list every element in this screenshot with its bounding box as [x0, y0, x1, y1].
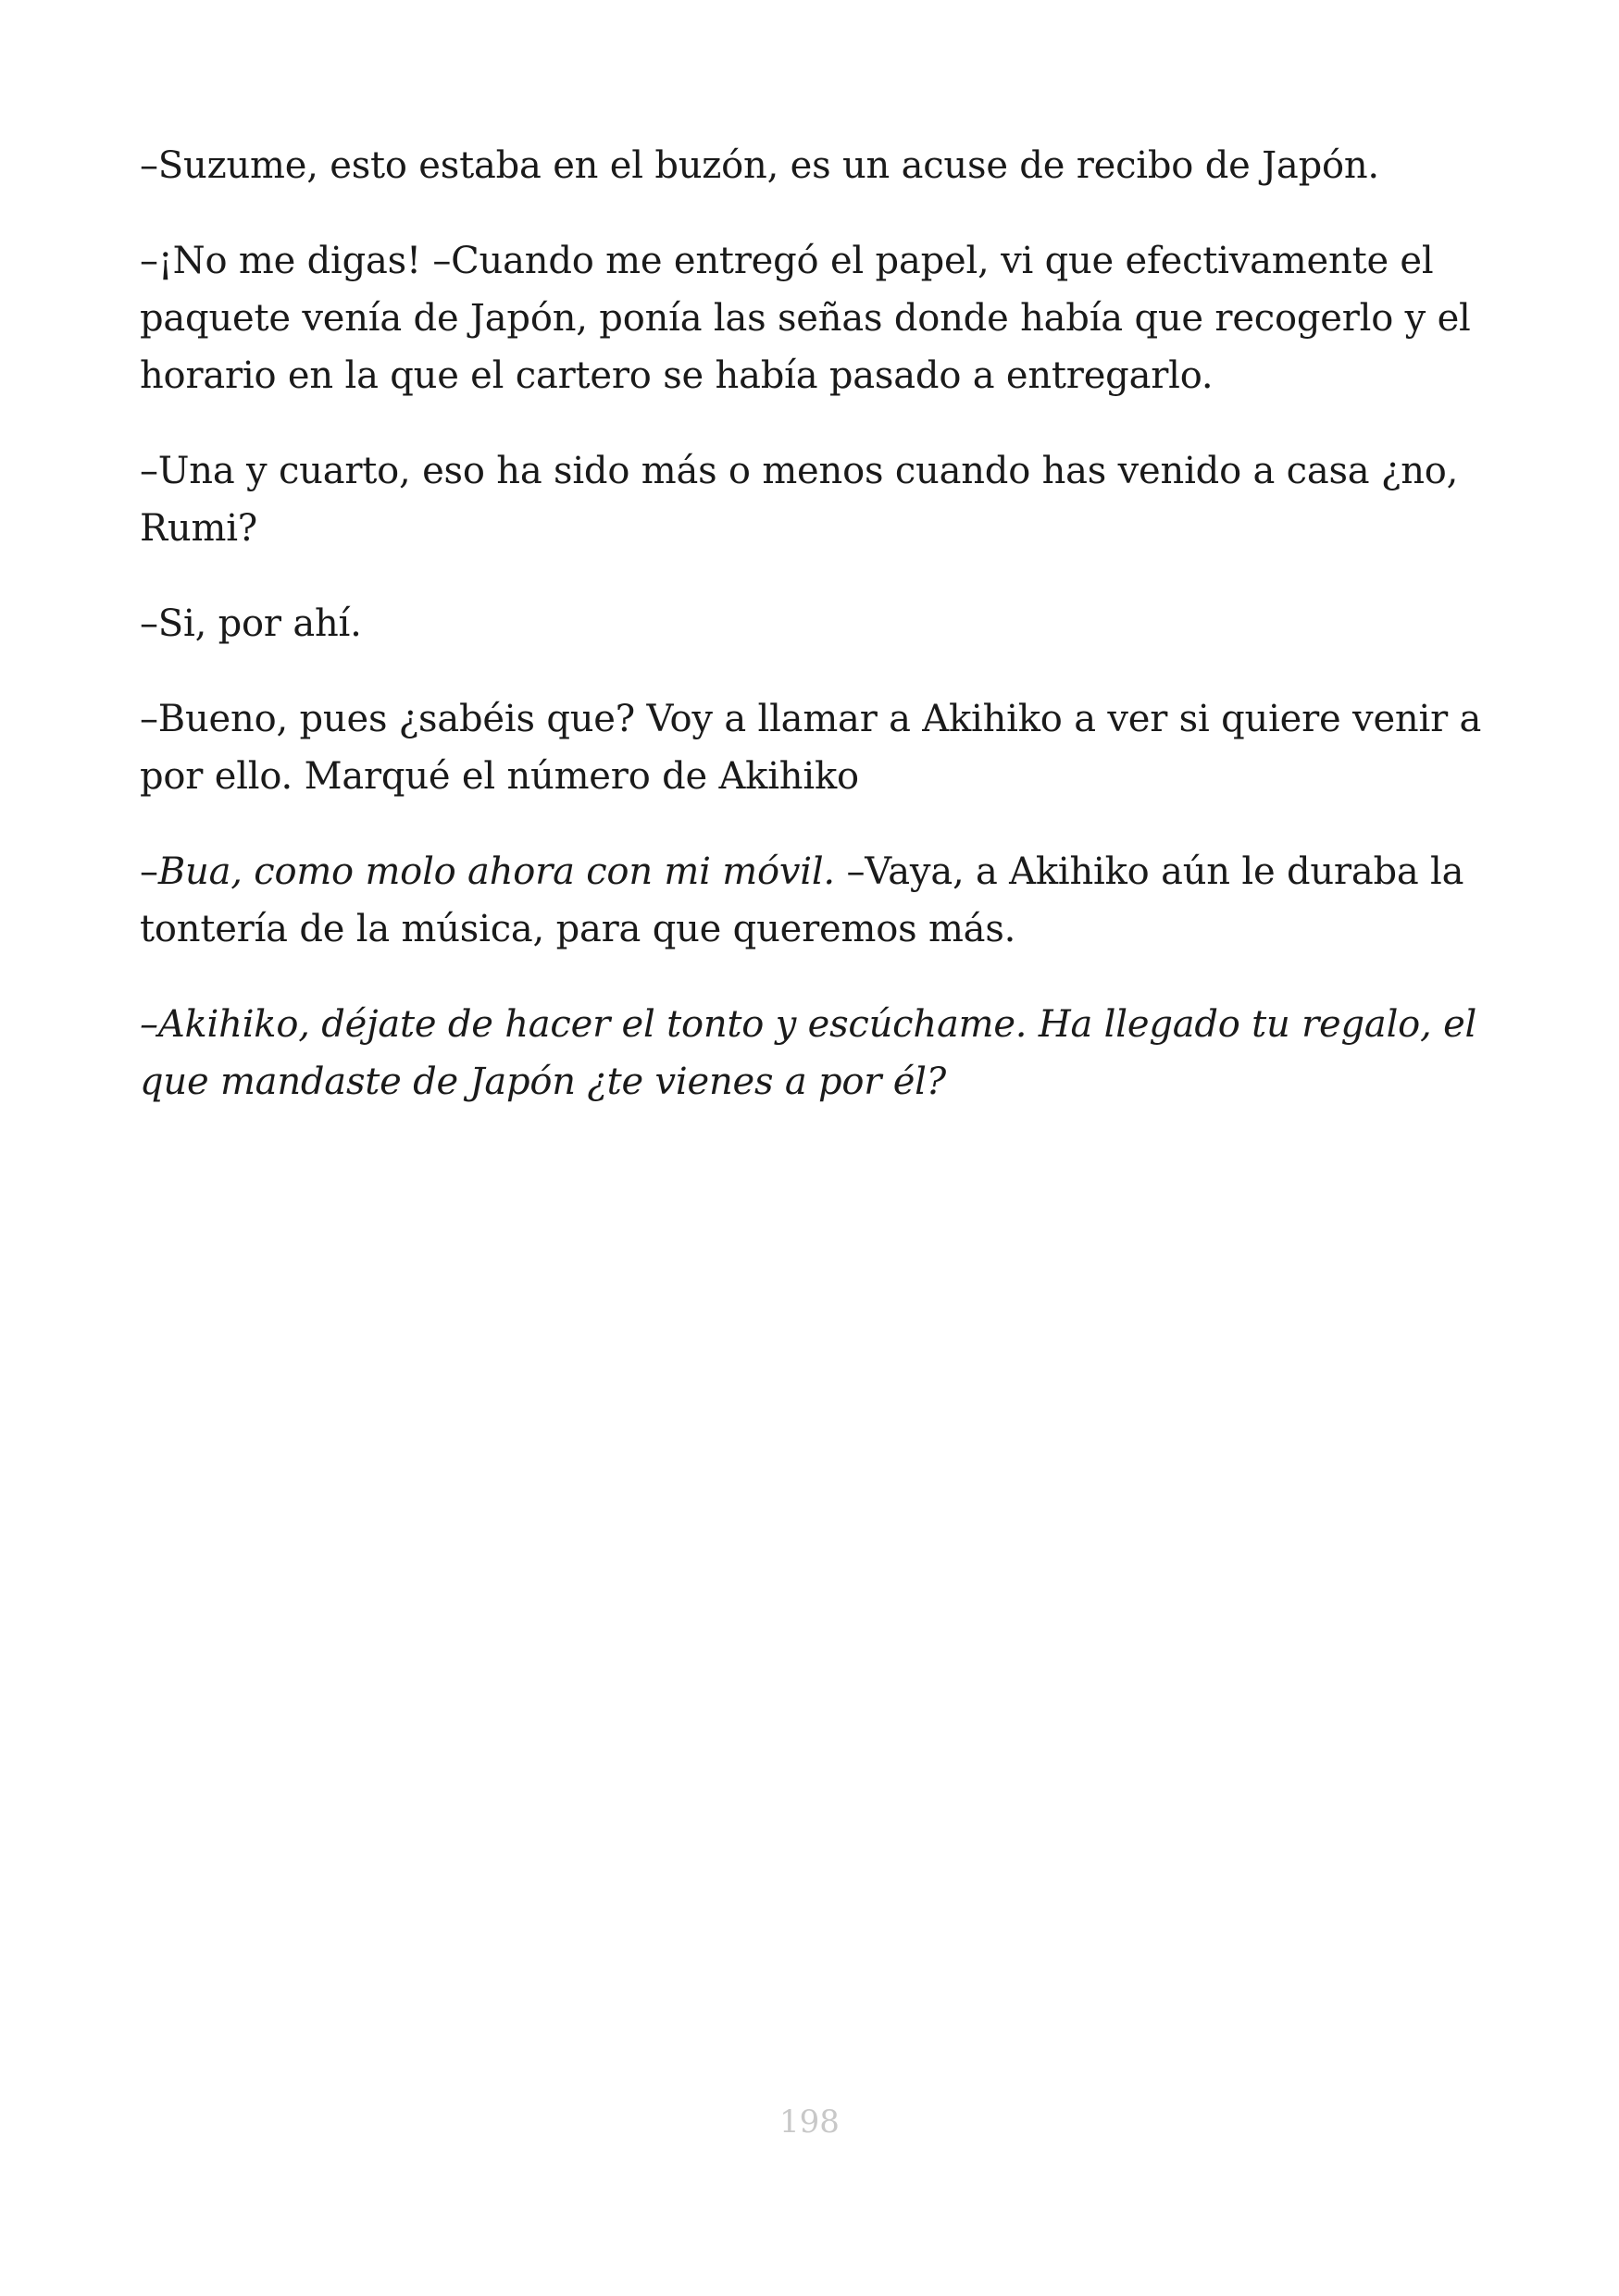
text-segment: –¡No me digas! –Cuando me entregó el papel, vi que efectivamente el paquete venía de Japón, ponía las señas donde había que recogerlo y el horario en la que el cartero se había pasado a entregarlo.	[140, 240, 1471, 397]
paragraph-2	[140, 232, 1491, 404]
paragraph-7	[140, 996, 1491, 1111]
paragraph-6	[140, 843, 1491, 958]
text-segment: –	[140, 1003, 158, 1046]
italic-text-segment: Akihiko, déjate de hacer el tonto y escúchame. Ha llegado tu regalo, el que mandaste de Japón ¿te vienes a por él?	[140, 1003, 1477, 1103]
body-text	[140, 137, 1491, 1148]
paragraph-1	[140, 137, 1491, 194]
paragraph-5	[140, 690, 1491, 805]
text-segment: –Una y cuarto, eso ha sido más o menos cuando has venido a casa ¿no, Rumi?	[140, 450, 1459, 550]
paragraph-4	[140, 595, 1491, 652]
text-segment: –	[140, 850, 158, 893]
text-segment: –Bueno, pues ¿sabéis que? Voy a llamar a Akihiko a ver si quiere venir a por ello. Marqué el número de Akihiko	[140, 698, 1482, 798]
text-segment: –Vaya, a Akihiko aún le duraba la tontería de la música, para que queremos más.	[140, 850, 1464, 950]
paragraph-3	[140, 442, 1491, 557]
text-segment: –Si, por ahí.	[140, 602, 362, 645]
italic-text-segment: Bua, como molo ahora con mi móvil.	[157, 850, 835, 893]
page-number: 198	[779, 2104, 840, 2141]
text-segment: –Suzume, esto estaba en el buzón, es un acuse de recibo de Japón.	[140, 144, 1379, 187]
